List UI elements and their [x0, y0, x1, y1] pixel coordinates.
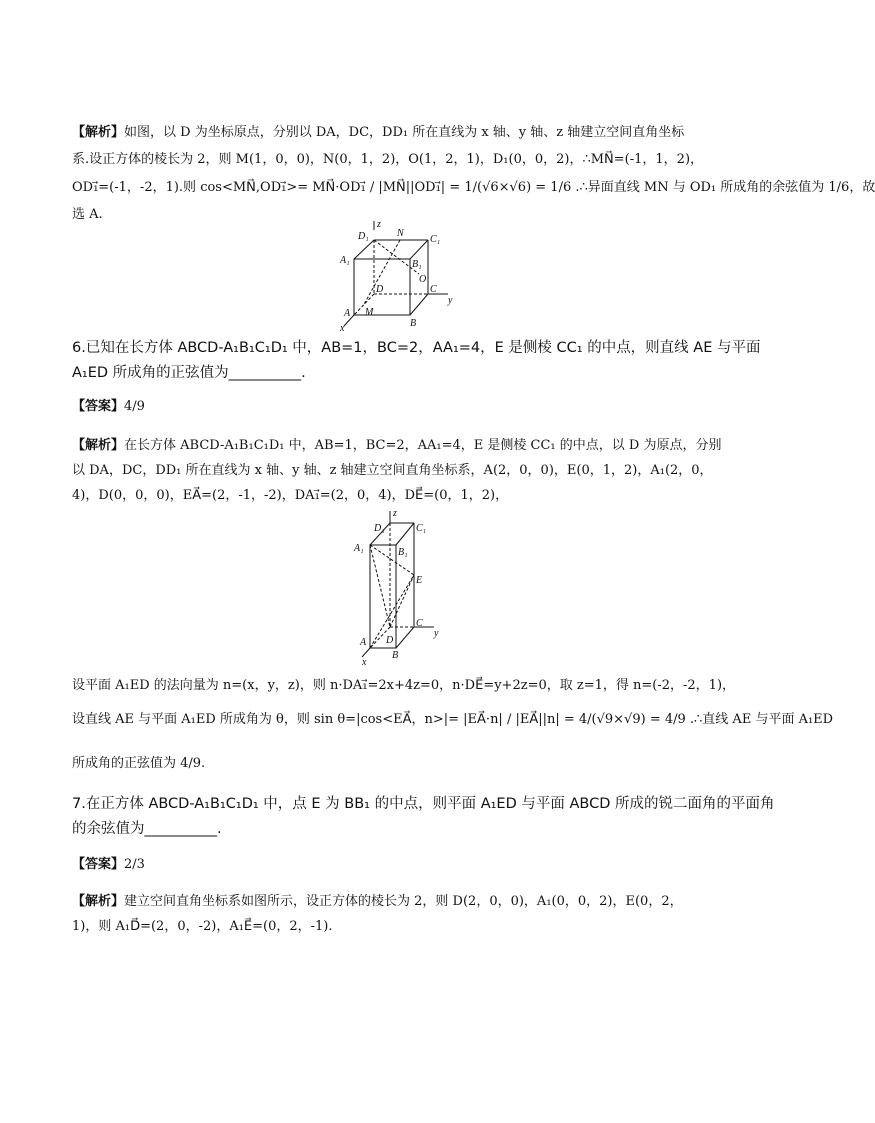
analysis-tag: 【解析】 [72, 438, 125, 453]
cube-figure-1 [330, 218, 460, 333]
label-A1: A₁ [354, 543, 364, 554]
label-B: B [410, 318, 417, 329]
text: 如图，以 D 为坐标原点，分别以 DA，DC，DD₁ 所在直线为 x 轴、y 轴、z 轴建立空间直角坐标 [124, 125, 685, 140]
text: 建立空间直角坐标系如图所示，设正方体的棱长为 2，则 D(2，0，0)，A₁(0，0，2)，E(0，2， [124, 894, 683, 909]
q6-analysis-line-5: 设直线 AE 与平面 A₁ED 所成角为 θ，则 sin θ=|cos<EA⃗，n>|= |EA⃗·n| / |EA⃗||n| = 4/(√9×√9) = 4/9 .∴直线 AE 与平面 A₁ED [72, 712, 834, 727]
label-B1: B₁ [398, 547, 408, 558]
label-D: D [386, 635, 394, 646]
q7-answer [72, 856, 722, 874]
label-C1: C₁ [416, 523, 427, 534]
q5-analysis-line-1 [72, 124, 722, 142]
q6-analysis-line-1 [72, 437, 722, 455]
label-M: M [365, 307, 374, 318]
label-A: A [344, 308, 351, 319]
q6-analysis-line-2: 以 DA，DC，DD₁ 所在直线为 x 轴、y 轴、z 轴建立空间直角坐标系，A(2，0，0)，E(0，1，2)，A₁(2，0， [72, 463, 713, 478]
label-y: y [434, 628, 439, 639]
answer-tag: 【答案】 [72, 399, 125, 414]
label-z: z [393, 508, 397, 519]
q6-question-line-2: A₁ED 所成角的正弦值为__________. [72, 365, 306, 381]
q7-question-line-2: 的余弦值为__________. [72, 821, 222, 837]
q6-analysis-line-4: 设平面 A₁ED 的法向量为 n=(x，y，z)，则 n·DA₁⃗=2x+4z=0，n·DE⃗=y+2z=0，取 z=1，得 n=(-2，-2，1)， [72, 678, 736, 693]
label-A: A [360, 637, 367, 648]
label-D1: D₁ [358, 231, 369, 242]
label-z: z [377, 219, 381, 230]
answer-value: 2/3 [124, 857, 145, 872]
q7-analysis-line-2: 1)，则 A₁D⃗=(2，0，-2)，A₁E⃗=(0，2，-1). [72, 919, 333, 934]
q6-question-line-1: 6.已知在长方体 ABCD-A₁B₁C₁D₁ 中，AB=1，BC=2，AA₁=4，E 是侧棱 CC₁ 的中点，则直线 AE 与平面 [72, 340, 761, 356]
q5-analysis-line-2: 系.设正方体的棱长为 2，则 M(1，0，0)，N(0，1，2)，O(1，2，1)，D₁(0，0，2)，∴MN⃗=(-1，1，2)， [72, 152, 704, 167]
q5-analysis-line-4: 选 A. [72, 207, 103, 222]
q5-analysis-line-3: OD₁⃗=(-1，-2，1).则 cos<MN⃗,OD₁⃗>= MN⃗·OD₁⃗ / |MN⃗||OD₁⃗| = 1/(√6×√6) = 1/6 .∴异面直线 MN 与 OD₁ 所成角的余弦值为 1/6，故 [72, 180, 875, 195]
label-D: D [376, 284, 384, 295]
answer-value: 4/9 [124, 399, 145, 414]
label-D1: D₁ [374, 523, 385, 534]
cuboid-figure-2 [350, 505, 460, 670]
text: 在长方体 ABCD-A₁B₁C₁D₁ 中，AB=1，BC=2，AA₁=4，E 是侧棱 CC₁ 的中点，以 D 为原点，分别 [124, 438, 722, 453]
q6-analysis-line-6: 所成角的正弦值为 4/9. [72, 756, 206, 771]
label-x: x [362, 657, 367, 668]
answer-tag: 【答案】 [72, 857, 125, 872]
q7-question-line-1: 7.在正方体 ABCD-A₁B₁C₁D₁ 中，点 E 为 BB₁ 的中点，则平面 A₁ED 与平面 ABCD 所成的锐二面角的平面角 [72, 796, 775, 812]
label-N: N [397, 228, 404, 239]
label-B1: B₁ [412, 259, 422, 270]
q6-analysis-line-3: 4)，D(0，0，0)，EA⃗=(2，-1，-2)，DA₁⃗=(2，0，4)，DE⃗=(0，1，2)， [72, 488, 509, 503]
label-O: O [419, 274, 427, 285]
label-x: x [340, 323, 345, 334]
label-E: E [416, 575, 423, 586]
label-C: C [430, 284, 437, 295]
label-C: C [416, 618, 423, 629]
label-y: y [448, 295, 453, 306]
q6-answer [72, 398, 722, 416]
q7-analysis-line-1 [72, 893, 722, 911]
label-C1: C₁ [430, 234, 441, 245]
label-B: B [392, 650, 399, 661]
analysis-tag: 【解析】 [72, 125, 125, 140]
label-A1: A₁ [340, 255, 350, 266]
analysis-tag: 【解析】 [72, 894, 125, 909]
